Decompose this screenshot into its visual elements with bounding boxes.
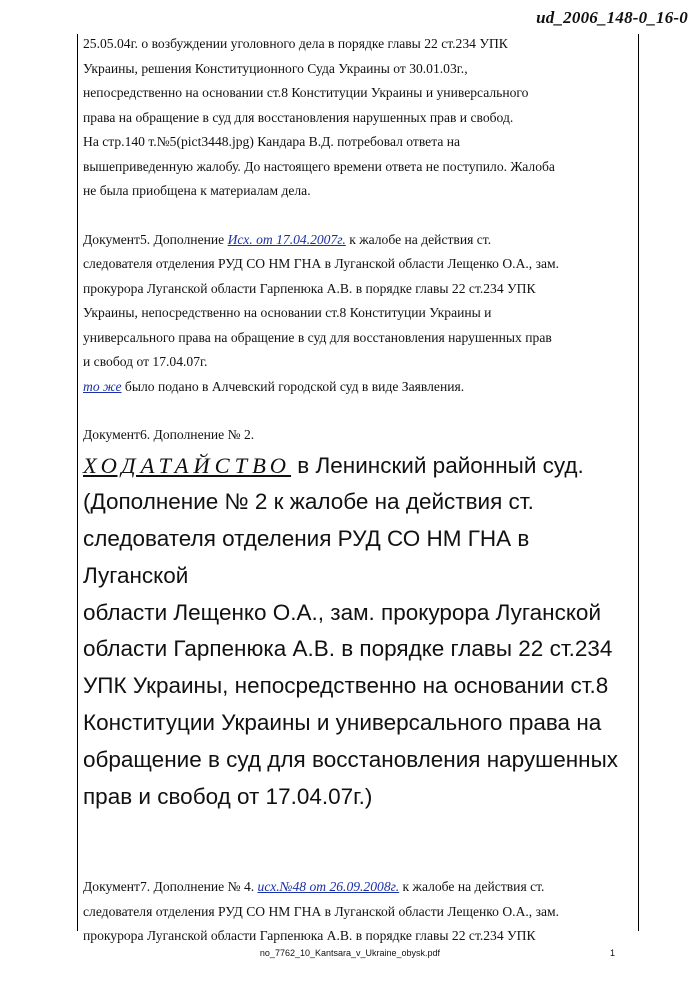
text-line: Украины, непосредственно на основании ст.8 Конституции Украины и bbox=[83, 305, 492, 320]
text-line: прокурора Луганской области Гарпенюка А.В. в порядке главы 22 ст.234 УПК bbox=[83, 280, 536, 296]
petition-title: ХОДАТАЙСТВО bbox=[83, 452, 292, 478]
petition-line: прав и свобод от 17.04.07г.) bbox=[83, 783, 373, 809]
doc-id-header: ud_2006_148-0_16-0 bbox=[536, 8, 688, 27]
left-margin-line bbox=[77, 34, 78, 931]
document-6-heading bbox=[83, 423, 631, 448]
document-5-heading bbox=[83, 228, 631, 253]
petition-line: УПК Украины, непосредственно на основании ст.8 bbox=[83, 673, 609, 699]
petition-line: области Гарпенюка А.В. в порядке главы 22 ст.234 bbox=[83, 636, 613, 662]
document-5-link[interactable]: Исх. от 17.04.2007г. bbox=[227, 231, 346, 247]
text-line: права на обращение в суд для восстановления нарушенных прав и свобод. bbox=[83, 109, 514, 125]
document-5-section bbox=[83, 228, 631, 400]
same-link[interactable]: то же bbox=[83, 378, 122, 394]
text-line: и свобод от 17.04.07г. bbox=[83, 354, 208, 369]
text-line: 25.05.04г. о возбуждении уголовного дела в порядке главы 22 ст.234 УПК bbox=[83, 36, 508, 51]
paragraph-1 bbox=[83, 32, 631, 204]
text-line: универсального права на обращение в суд для восстановления нарушенных прав bbox=[83, 329, 552, 345]
text-line: непосредственно на основании ст.8 Конституции Украины и универсального bbox=[83, 85, 529, 100]
document-5-note bbox=[83, 375, 631, 400]
document-7-link[interactable]: исх.№48 от 26.09.2008г. bbox=[257, 879, 400, 895]
footer-filename: no_7762_10_Kantsara_v_Ukraine_obysk.pdf bbox=[259, 948, 441, 958]
text-line: следователя отделения РУД СО НМ ГНА в Луганской области Лещенко О.А., зам. bbox=[83, 256, 559, 271]
right-margin-line bbox=[638, 34, 639, 931]
text-line: На стр.140 т.№5(pict3448.jpg) Кандара В.Д. потребовал ответа на bbox=[83, 134, 461, 149]
document-6-label: Документ6. Дополнение № 2. bbox=[83, 427, 255, 442]
document-7-suffix: к жалобе на действия ст. bbox=[399, 879, 545, 895]
petition-title-line bbox=[83, 448, 631, 485]
note-text: было подано в Алчевский городской суд в виде Заявления. bbox=[121, 378, 465, 394]
petition-line: Конституции Украины и универсального права на bbox=[83, 710, 602, 736]
petition-line: следователя отделения РУД СО НМ ГНА в Луганской bbox=[83, 526, 530, 588]
document-body bbox=[83, 32, 631, 949]
document-6-section bbox=[83, 423, 631, 815]
petition-title-suffix: в Ленинский районный суд. bbox=[291, 452, 584, 478]
document-5-prefix: Документ5. Дополнение bbox=[83, 231, 228, 247]
text-line: вышеприведенную жалобу. До настоящего времени ответа не поступило. Жалоба bbox=[83, 158, 555, 174]
page-number: 1 bbox=[610, 948, 616, 958]
petition-line: (Дополнение № 2 к жалобе на действия ст. bbox=[83, 489, 534, 515]
text-line: не была приобщена к материалам дела. bbox=[83, 183, 311, 198]
document-7-heading bbox=[83, 875, 631, 900]
text-line: следователя отделения РУД СО НМ ГНА в Луганской области Лещенко О.А., зам. bbox=[83, 903, 559, 919]
document-7-section bbox=[83, 875, 631, 949]
document-7-prefix: Документ7. Дополнение № 4. bbox=[83, 879, 258, 895]
document-5-suffix: к жалобе на действия ст. bbox=[345, 231, 492, 247]
petition-line: обращение в суд для восстановления нарушенных bbox=[83, 746, 619, 772]
petition-line: области Лещенко О.А., зам. прокурора Луганской bbox=[83, 599, 602, 625]
text-line: Украины, решения Конституционного Суда Украины от 30.01.03г., bbox=[83, 60, 468, 76]
text-line: прокурора Луганской области Гарпенюка А.В. в порядке главы 22 ст.234 УПК bbox=[83, 928, 536, 944]
